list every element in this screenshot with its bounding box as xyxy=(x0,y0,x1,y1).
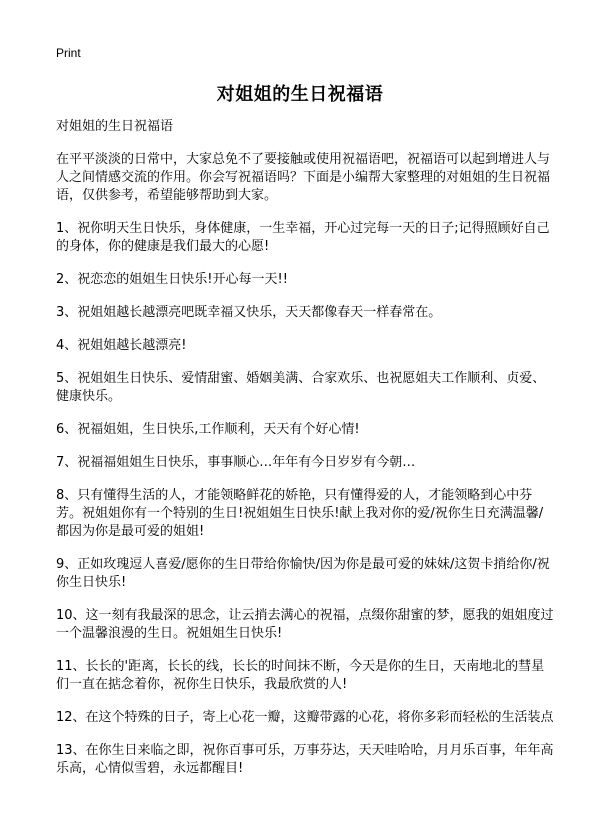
document-subtitle: 对姐姐的生日祝福语 xyxy=(56,119,174,134)
blessing-item: 6、祝福姐姐，生日快乐,工作顺利，天天有个好心情! xyxy=(56,422,360,437)
document-title: 对姐姐的生日祝福语 xyxy=(216,84,384,105)
blessing-item: 4、祝姐姐越长越漂亮! xyxy=(56,338,187,353)
blessing-item: 12、在这个特殊的日子，寄上心花一瓣，这瓣带露的心花，将你多彩而轻松的生活装点 xyxy=(56,710,554,725)
print-link[interactable]: Print xyxy=(56,46,81,60)
blessing-item: 10、这一刻有我最深的思念，让云捎去满心的祝福，点缀你甜蜜的梦，愿我的姐姐度过一个温馨浪漫的生日。祝姐姐生日快乐! xyxy=(56,608,554,641)
document-body xyxy=(56,118,556,793)
blessing-item: 3、祝姐姐越长越漂亮吧既幸福又快乐，天天都像春天一样春常在。 xyxy=(56,305,442,320)
blessing-item: 11、长长的'距离，长长的线，长长的时间抹不断，今天是你的生日，天南地北的彗星们一直在掂念着你，祝你生日快乐，我最欣赏的人! xyxy=(56,659,545,692)
blessing-item: 9、正如玫瑰逗人喜爱/愿你的生日带给你愉快/因为你是最可爱的妹妹/这贺卡捎给你/祝你生日快乐! xyxy=(56,557,550,590)
blessing-item: 5、祝姐姐生日快乐、爱情甜蜜、婚姻美满、合家欢乐、也祝愿姐夫工作顺利、贞爱、健康快乐。 xyxy=(56,371,546,404)
blessing-item: 1、祝你明天生日快乐，身体健康，一生幸福，开心过完每一天的日子;记得照顾好自己的身体，你的健康是我们最大的心愿! xyxy=(56,221,550,254)
intro-paragraph: 在平平淡淡的日常中，大家总免不了要接触或使用祝福语吧，祝福语可以起到增进人与人之间情感交流的作用。你会写祝福语吗？下面是小编帮大家整理的对姐姐的生日祝福语，仅供参考，希望能够帮助到大家。 xyxy=(56,152,551,203)
blessing-item: 8、只有懂得生活的人，才能领略鲜花的娇艳，只有懂得爱的人，才能领略到心中芬芳。祝姐姐你有一个特别的生日!祝姐姐生日快乐!献上我对你的爱/祝你生日充满温馨/都因为你是最可爱的姐姐! xyxy=(56,488,544,539)
blessing-item: 7、祝福福姐姐生日快乐，事事顺心…年年有今日岁岁有今朝… xyxy=(56,455,416,470)
blessing-item: 13、在你生日来临之即，祝你百事可乐，万事芬达，天天哇哈哈，月月乐百事，年年高乐高，心情似雪碧，永远都醒目! xyxy=(56,743,554,776)
blessing-item: 2、祝恋恋的姐姐生日快乐!开心每一天!! xyxy=(56,272,288,287)
